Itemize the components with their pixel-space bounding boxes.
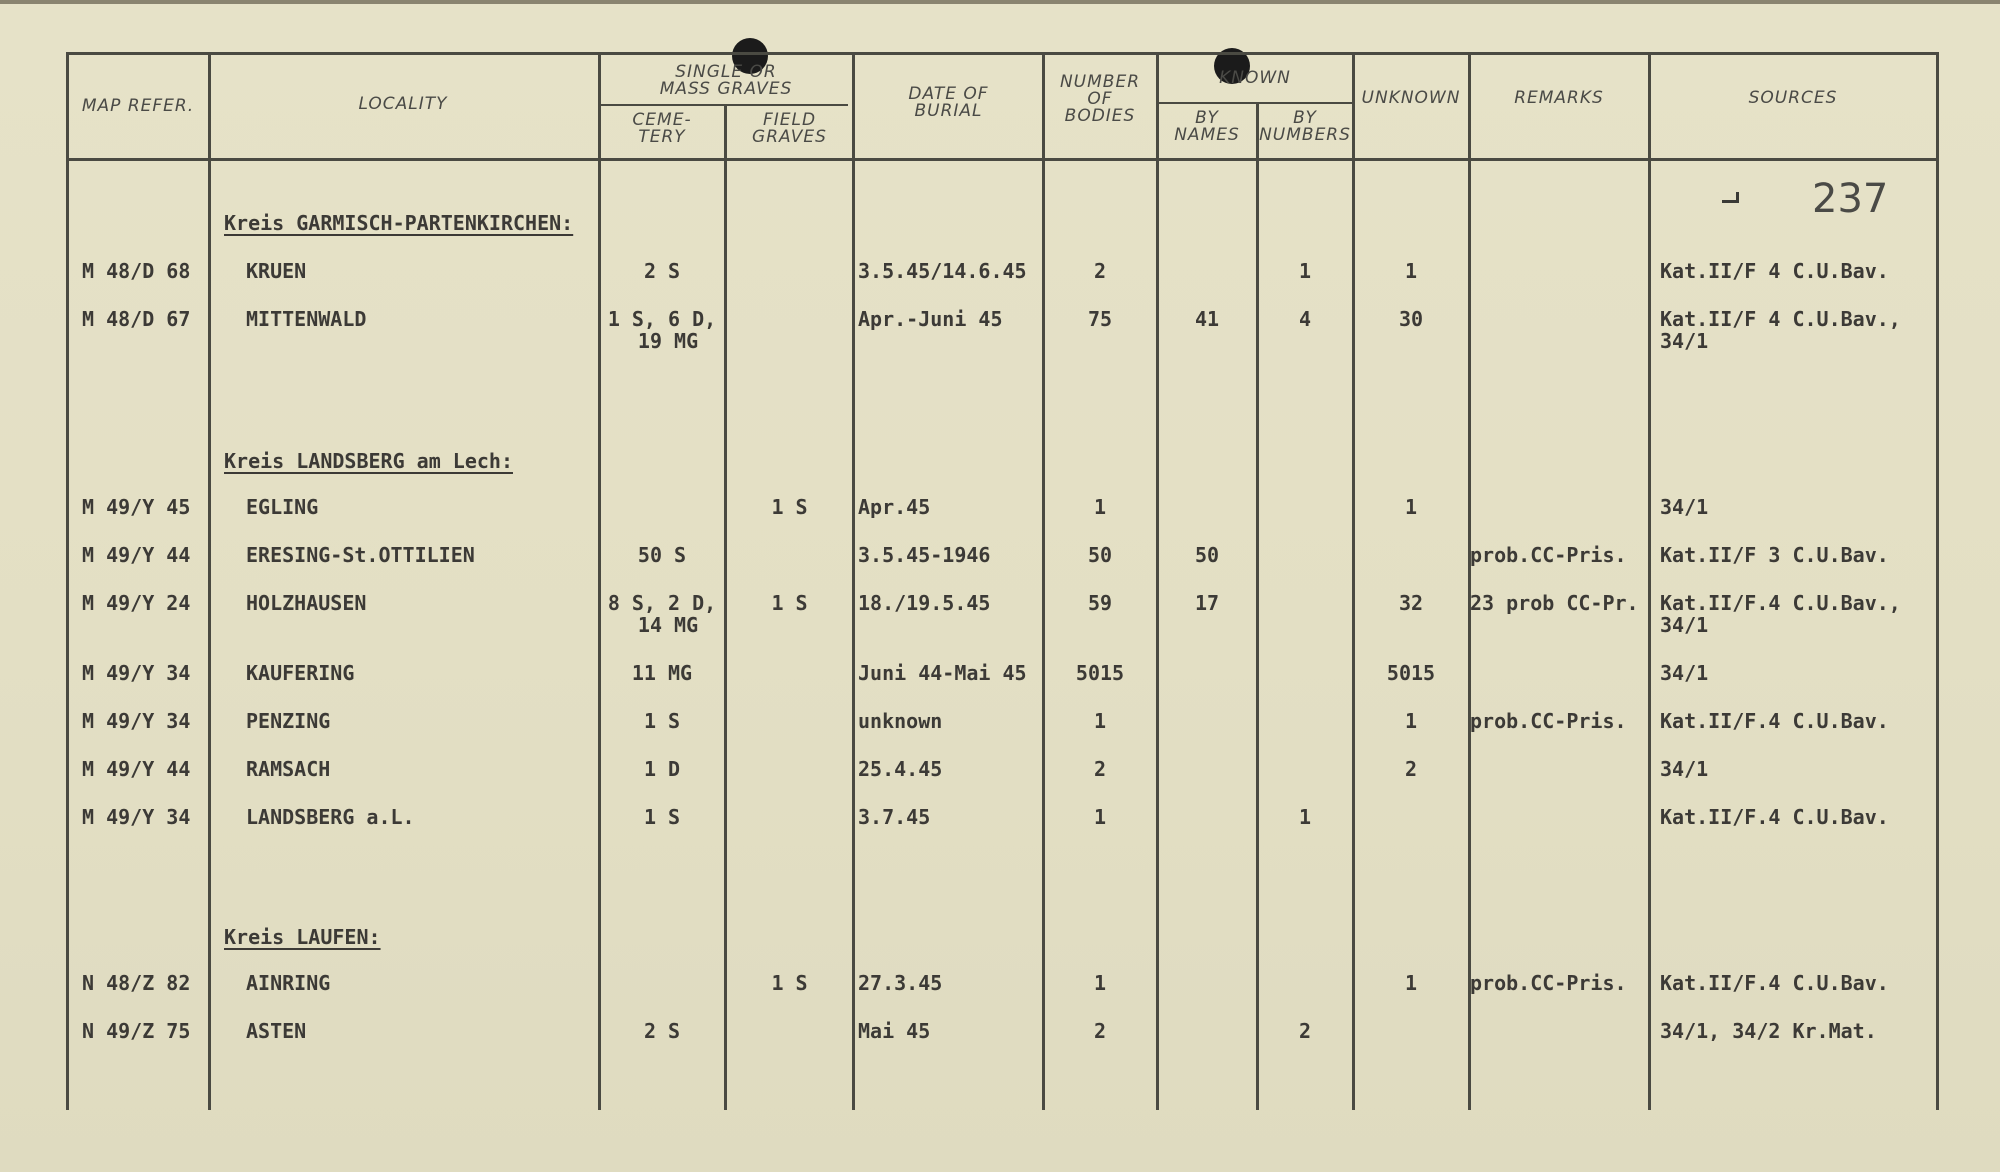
cell-sources: Kat.II/F.4 C.U.Bav. (1660, 805, 1889, 829)
cell-date: Mai 45 (858, 1019, 931, 1043)
cell-locality: LANDSBERG a.L. (246, 805, 415, 829)
header-bottom-border (66, 158, 1938, 161)
cell-sources: Kat.II/F.4 C.U.Bav., 34/1 (1660, 591, 1901, 637)
cell-by-names: 50 (1194, 543, 1220, 567)
header-number-line3: BODIES (1064, 106, 1136, 126)
cell-unknown: 1 (1404, 971, 1418, 995)
header-by-names-line1: BY (1195, 108, 1219, 128)
cell-by-numbers: 1 (1298, 259, 1312, 283)
header-cemetery-line2: TERY (638, 127, 686, 147)
cell-number: 1 (1093, 709, 1107, 733)
cell-date: 18./19.5.45 (858, 591, 991, 615)
cell-date: 3.5.45/14.6.45 (858, 259, 1027, 283)
col-border-8 (1352, 52, 1355, 1110)
cell-by-names: 41 (1194, 307, 1220, 331)
header-known: KNOWN (1219, 68, 1291, 88)
cell-locality: PENZING (246, 709, 331, 733)
header-number-of-bodies (1044, 74, 1156, 125)
cell-sources: Kat.II/F 3 C.U.Bav. (1660, 543, 1889, 567)
header-date-of-burial (855, 86, 1042, 120)
cell-by-numbers: 1 (1298, 805, 1312, 829)
cell-cemetery: 1 S (643, 709, 681, 733)
cell-map-ref: M 49/Y 24 (82, 591, 191, 615)
cell-date: Apr.-Juni 45 (858, 307, 1003, 331)
cell-number: 2 (1093, 757, 1107, 781)
header-by-numbers (1258, 110, 1352, 144)
cell-sources: 34/1 (1660, 495, 1709, 519)
cell-number: 5015 (1075, 661, 1125, 685)
cell-map-ref: N 48/Z 82 (82, 971, 191, 995)
cell-sources: 34/1 (1660, 757, 1709, 781)
cell-sources: Kat.II/F 4 C.U.Bav. (1660, 259, 1889, 283)
cell-number: 2 (1093, 1019, 1107, 1043)
cell-number: 75 (1087, 307, 1113, 331)
cell-number: 1 (1093, 971, 1107, 995)
cell-remarks: prob.CC-Pris. (1470, 543, 1627, 567)
cell-map-ref: M 48/D 67 (82, 307, 191, 331)
cell-number: 1 (1093, 805, 1107, 829)
section-title: Kreis LANDSBERG am Lech: (224, 449, 513, 473)
cell-cemetery: 1 S, 6 D, 19 MG (607, 307, 717, 353)
cell-cemetery: 2 S (643, 259, 681, 283)
header-number-line2: OF (1087, 89, 1113, 109)
header-cemetery-line1: CEME- (632, 110, 692, 130)
cell-locality: HOLZHAUSEN (246, 591, 367, 615)
header-date-line2: BURIAL (914, 101, 983, 121)
cell-date: 27.3.45 (858, 971, 943, 995)
cell-unknown: 1 (1404, 709, 1418, 733)
cell-map-ref: M 49/Y 34 (82, 661, 191, 685)
cell-field: 1 S (771, 495, 808, 519)
cell-locality: EGLING (246, 495, 319, 519)
cell-by-numbers: 4 (1298, 307, 1312, 331)
cell-date: 3.7.45 (858, 805, 931, 829)
cell-locality: ERESING-St.OTTILIEN (246, 543, 475, 567)
cell-map-ref: M 49/Y 45 (82, 495, 191, 519)
cell-locality: KRUEN (246, 259, 307, 283)
col-border-11 (1936, 52, 1939, 1110)
cell-remarks: 23 prob CC-Pr. (1470, 591, 1639, 615)
cell-date: unknown (858, 709, 943, 733)
cell-date: 25.4.45 (858, 757, 943, 781)
cell-cemetery: 8 S, 2 D, 14 MG (607, 591, 717, 637)
header-field-line2: GRAVES (752, 127, 827, 147)
cell-date: Apr.45 (858, 495, 931, 519)
cell-sources: Kat.II/F.4 C.U.Bav. (1660, 971, 1889, 995)
cell-unknown: 30 (1398, 307, 1424, 331)
page-number: 237 (1812, 176, 1889, 222)
cell-locality: ASTEN (246, 1019, 307, 1043)
cell-remarks: prob.CC-Pris. (1470, 971, 1627, 995)
cell-remarks: prob.CC-Pris. (1470, 709, 1627, 733)
header-sources: SOURCES (1748, 88, 1838, 108)
cell-sources: 34/1, 34/2 Kr.Mat. (1660, 1019, 1877, 1043)
col-border-2 (598, 52, 601, 1110)
cell-map-ref: M 49/Y 44 (82, 543, 191, 567)
cell-map-ref: M 49/Y 44 (82, 757, 191, 781)
page-mark-tick (1736, 192, 1739, 203)
cell-map-ref: N 49/Z 75 (82, 1019, 191, 1043)
header-field-graves (727, 112, 852, 146)
cell-unknown: 2 (1404, 757, 1418, 781)
cell-unknown: 32 (1398, 591, 1424, 615)
header-by-numbers-line1: BY (1293, 108, 1317, 128)
cell-number: 2 (1093, 259, 1107, 283)
cell-number: 1 (1093, 495, 1107, 519)
cell-unknown: 1 (1404, 259, 1418, 283)
header-single-mass (600, 64, 852, 98)
card-edge (0, 0, 2000, 4)
cell-map-ref: M 48/D 68 (82, 259, 191, 283)
cell-locality: MITTENWALD (246, 307, 367, 331)
cell-by-numbers: 2 (1298, 1019, 1312, 1043)
cell-cemetery: 50 S (637, 543, 687, 567)
header-map-ref: MAP REFER. (81, 96, 195, 116)
header-single-mass-line2: MASS GRAVES (659, 79, 793, 99)
col-border-9 (1468, 52, 1471, 1110)
cell-number: 50 (1087, 543, 1113, 567)
header-by-numbers-line2: NUMBERS (1259, 125, 1351, 145)
cell-locality: AINRING (246, 971, 331, 995)
col-border-4 (852, 52, 855, 1110)
cell-cemetery: 1 S (643, 805, 681, 829)
cell-locality: RAMSACH (246, 757, 331, 781)
cell-cemetery: 2 S (643, 1019, 681, 1043)
cell-sources: Kat.II/F.4 C.U.Bav. (1660, 709, 1889, 733)
header-remarks: REMARKS (1514, 88, 1604, 108)
col-border-10 (1648, 52, 1651, 1110)
col-border-0 (66, 52, 69, 1110)
cell-unknown: 5015 (1386, 661, 1436, 685)
header-by-names-line2: NAMES (1174, 125, 1240, 145)
cell-by-names: 17 (1194, 591, 1220, 615)
col-border-7 (1256, 104, 1259, 1110)
header-unknown: UNKNOWN (1361, 88, 1461, 108)
section-title: Kreis LAUFEN: (224, 925, 381, 949)
header-cemetery (600, 112, 724, 146)
cell-field: 1 S (771, 591, 808, 615)
cell-cemetery: 1 D (643, 757, 681, 781)
cell-sources: Kat.II/F 4 C.U.Bav., 34/1 (1660, 307, 1901, 353)
header-locality: LOCALITY (358, 94, 448, 114)
header-date-line1: DATE OF (908, 84, 989, 104)
cell-sources: 34/1 (1660, 661, 1709, 685)
cell-field: 1 S (771, 971, 808, 995)
col-border-5 (1042, 52, 1045, 1110)
header-field-line1: FIELD (762, 110, 817, 130)
header-by-names (1158, 110, 1256, 144)
col-border-1 (208, 52, 211, 1110)
cell-map-ref: M 49/Y 34 (82, 805, 191, 829)
cell-unknown: 1 (1404, 495, 1418, 519)
cell-date: 3.5.45-1946 (858, 543, 991, 567)
cell-cemetery: 11 MG (631, 661, 693, 685)
header-number-line1: NUMBER (1059, 72, 1141, 92)
header-single-mass-line1: SINGLE OR (675, 62, 777, 82)
col-border-6 (1156, 52, 1159, 1110)
table-top-border (66, 52, 1938, 55)
section-title: Kreis GARMISCH-PARTENKIRCHEN: (224, 211, 574, 235)
cell-map-ref: M 49/Y 34 (82, 709, 191, 733)
cell-locality: KAUFERING (246, 661, 355, 685)
cell-number: 59 (1087, 591, 1113, 615)
cell-date: Juni 44-Mai 45 (858, 661, 1027, 685)
